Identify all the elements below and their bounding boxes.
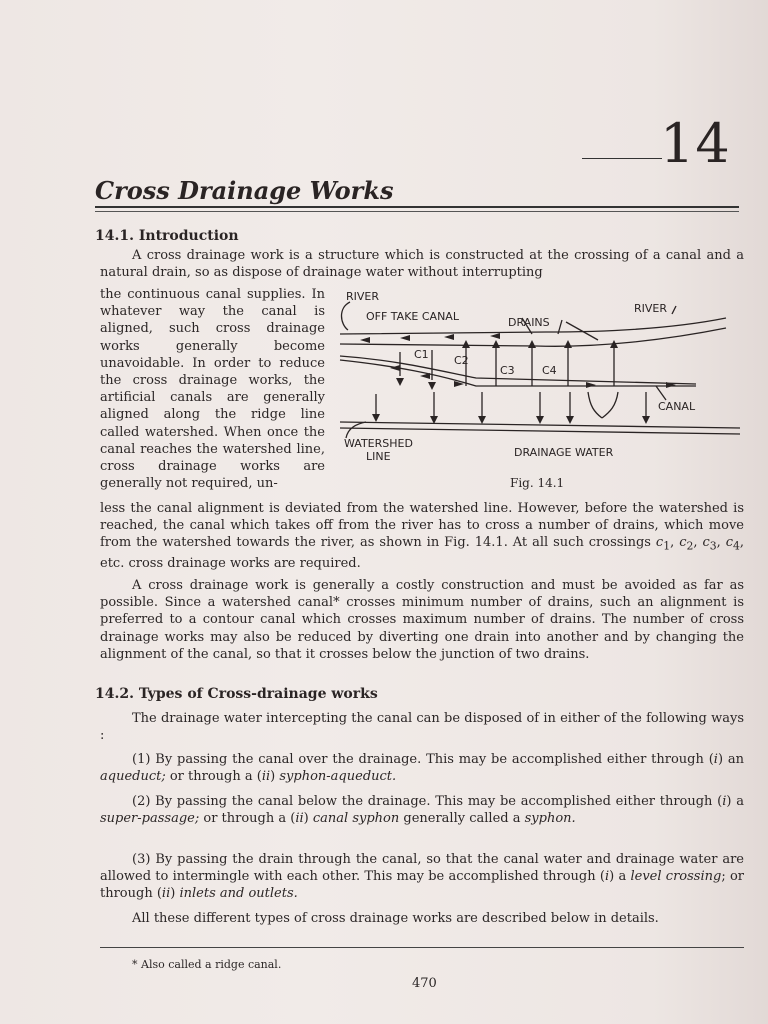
section-heading-introduction: 14.1. Introduction xyxy=(95,228,239,244)
label-c2: C2 xyxy=(454,354,469,367)
page-number: 470 xyxy=(412,976,437,991)
figure-caption: Fig. 14.1 xyxy=(510,476,565,490)
label-river-left: RIVER xyxy=(346,290,380,303)
canal-drain-diagram xyxy=(336,288,746,478)
label-watershed: WATERSHED xyxy=(344,437,413,450)
label-line: LINE xyxy=(366,450,391,463)
footnote-rule xyxy=(100,947,744,948)
continuation-text: less the canal alignment is deviated from the watershed line. However, before the watershed is reached, the canal which takes off from the river has to cross a number of drains, which move from the watershed towards the river, as shown in Fig. 14.1. At all such crossings xyxy=(100,501,744,551)
crossing-sub: 4 xyxy=(733,540,740,553)
watershed-bracket xyxy=(346,422,366,438)
canal-top xyxy=(340,356,696,384)
closing-paragraph: All these different types of cross drainage works are described below in details. xyxy=(132,911,659,926)
river-left-bracket xyxy=(342,302,351,330)
intro-continuation: less the canal alignment is deviated from the watershed line. However, before the watershed is reached, the canal which takes off from the river has to cross a number of drains, which move from the watershed towards the river, as shown in Fig. 14.1. At all such crossings $c_1$, $c_2$, $c_3$, $c_4$, etc. cross drainage works are required. xyxy=(100,501,745,572)
title-rule-thick xyxy=(95,206,739,208)
label-river-right: RIVER xyxy=(634,302,668,315)
label-c1: C1 xyxy=(414,348,429,361)
continuation-end: , etc. cross drainage works are required. xyxy=(100,535,745,572)
section-heading-types: 14.2. Types of Cross-drainage works xyxy=(95,686,378,702)
item-3: (3) By passing the drain through the canal, so that the canal water and drainage water are allowed to intermingle with each other. This may be accomplished through (i) a level crossing; or through (ii) inlets and outlets. xyxy=(100,852,744,902)
crossing-sub: 1 xyxy=(663,540,671,553)
paragraph-2: A cross drainage work is generally a costly construction and must be avoided as far as possible. Since a watershed canal* crosses minimum number of drains, such an alignment is preferred to a contour canal which crosses maximum number of drains. The number of cross drainage works may also be reduced by diverting one drain into another and by changing the alignment of the canal, so that it crosses below the junction of two drains. xyxy=(100,578,744,662)
crossing-sub: 2 xyxy=(686,540,694,553)
chapter-number: 14 xyxy=(660,112,731,175)
crossing-c: c xyxy=(702,535,710,551)
label-canal: CANAL xyxy=(658,400,696,413)
crossing-c: c xyxy=(655,535,664,551)
label-off-take-canal: OFF TAKE CANAL xyxy=(366,310,459,323)
crossing-c: c xyxy=(725,535,733,551)
types-intro: The drainage water intercepting the canal can be disposed of in either of the following ways : xyxy=(100,711,744,744)
footnote: * Also called a ridge canal. xyxy=(132,958,282,971)
watershed-line-bottom xyxy=(340,428,740,434)
intro-paragraph: A cross drainage work is a structure which is constructed at the crossing of a canal and a natural drain, so as dispose of drainage water without interrupting xyxy=(100,248,744,281)
item-2: (2) By passing the canal below the drainage. This may be accomplished either through (i) a super-passage; or through a (ii) canal syphon generally called a syphon. xyxy=(100,794,744,827)
label-c3: C3 xyxy=(500,364,515,377)
chapter-number-rule xyxy=(582,158,662,159)
label-drainage-water: DRAINAGE WATER xyxy=(514,446,614,459)
intro-wrap-text: the continuous canal supplies. In whatever way the canal is aligned, such cross drainage works generally become unavoidable. In order to reduce the cross drainage works, the artificial canals are generally aligned along the ridge line called watershed. When once the canal reaches the watershed line, cross drainage works are generally not required, un- xyxy=(100,287,325,492)
chapter-title: Cross Drainage Works xyxy=(95,176,394,205)
figure-14-1 xyxy=(336,288,746,478)
crossing-sub: 3 xyxy=(709,540,717,553)
crossing-c: c xyxy=(679,535,687,551)
item-1: (1) By passing the canal over the drainage. This may be accomplished either through (i) an aqueduct; or through a (ii) syphon-aqueduct. xyxy=(100,752,744,785)
label-drains: DRAINS xyxy=(508,316,550,329)
title-rule-thin xyxy=(95,211,739,212)
label-c4: C4 xyxy=(542,364,557,377)
